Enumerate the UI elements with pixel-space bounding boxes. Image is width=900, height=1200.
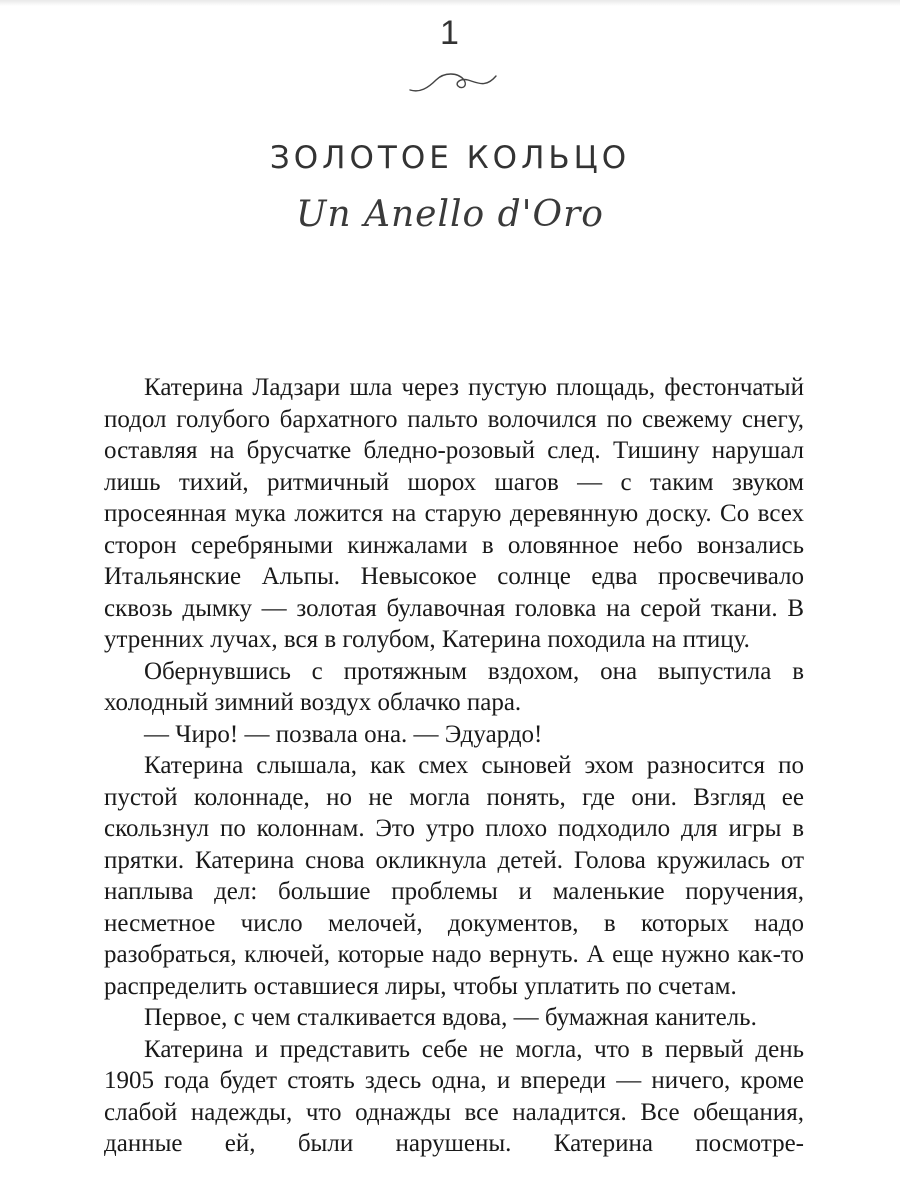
chapter-number: 1: [440, 14, 460, 52]
page-top-edge: [0, 0, 900, 6]
dialogue-paragraph: — Чиро! — позвала она. — Эдуардо!: [144, 720, 543, 748]
paragraph: Катерина Ладзари шла через пустую площадь, фестончатый подол голубого бархатного пальто волочился по свежему снегу, оставляя на брусчатке бледно-розовый след. Тишину нарушал лишь тихий, ритмичный шорох шагов — с таким звуком просеянная мука ложится на старую деревянную доску. Со всех сторон серебряными кинжалами в оловянное небо вонзались Итальянские Альпы. Невысокое солнце едва просвечивало сквозь дымку — золотая булавочная головка на серой ткани. В утренних лучах, вся в голубом, Катерина походила на птицу.: [104, 374, 804, 653]
paragraph: Первое, с чем сталкивается вдова, — бумажная канитель.: [144, 1004, 757, 1031]
paragraph: Катерина и представить себе не могла, что в первый день 1905 года будет стоять здесь одна, и впереди — ничего, кроме слабой надежды, что однажды все наладится. Все обещания, данные ей, были нарушены. Катерина посмотре-: [104, 1035, 804, 1157]
paragraph: Катерина слышала, как смех сыновей эхом разносится по пустой колоннаде, но не могла понять, где они. Взгляд ее скользнул по колоннам. Это утро плохо подходило для игры в прятки. Катерина снова окликнула детей. Голова кружилась от наплыва дел: большие проблемы и маленькие поручения, несметное число мелочей, документов, в которых надо разобраться, ключей, которые надо вернуть. А еще нужно как-то распределить оставшиеся лиры, чтобы уплатить по счетам.: [104, 752, 804, 1000]
chapter-title: ЗОЛОТОЕ КОЛЬЦО: [269, 140, 631, 176]
chapter-subtitle: Un Anello d'Oro: [296, 194, 604, 235]
paragraph: Обернувшись с протяжным вздохом, она выпустила в холодный зимний воздух облачко пара.: [104, 657, 804, 716]
chapter-body: [104, 372, 804, 1160]
flourish-ornament: [408, 66, 498, 96]
